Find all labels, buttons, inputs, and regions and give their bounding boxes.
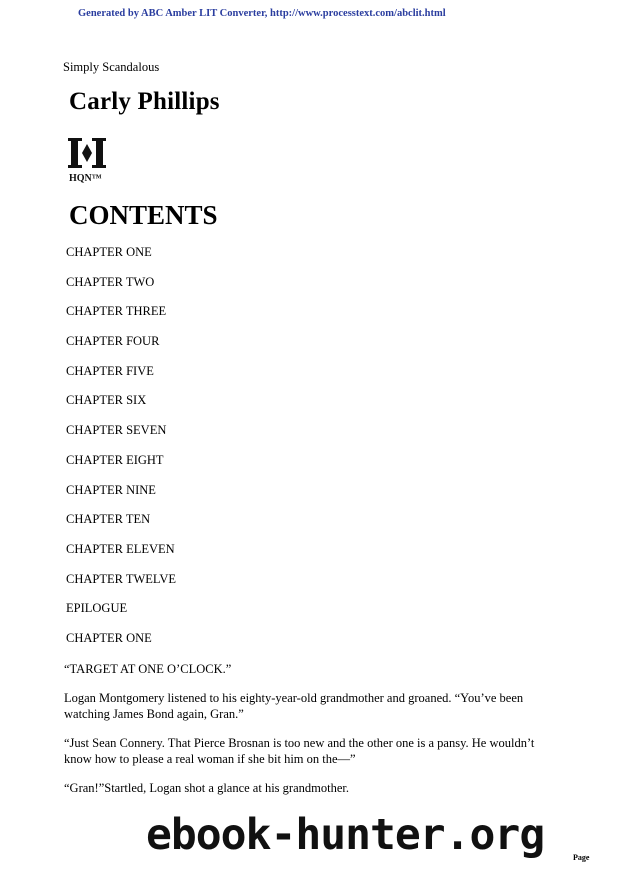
generator-link[interactable]: Generated by ABC Amber LIT Converter, http://www.processtext.com/abclit.html bbox=[78, 8, 446, 19]
toc-item[interactable]: CHAPTER NINE bbox=[66, 482, 156, 497]
hqn-logo-graphic bbox=[67, 138, 113, 184]
table-of-contents bbox=[66, 244, 176, 660]
author-name: Carly Phillips bbox=[69, 88, 220, 115]
toc-item[interactable]: CHAPTER SIX bbox=[66, 393, 147, 408]
logo-text: HQN™ bbox=[69, 173, 102, 184]
toc-item[interactable]: CHAPTER TWO bbox=[66, 274, 155, 289]
toc-item[interactable]: CHAPTER ONE bbox=[66, 245, 152, 259]
toc-item[interactable]: CHAPTER ELEVEN bbox=[66, 541, 175, 556]
toc-item[interactable]: CHAPTER TEN bbox=[66, 512, 151, 527]
body-paragraph: “Gran!”Startled, Logan shot a glance at his grandmother. bbox=[64, 780, 349, 795]
toc-item[interactable]: CHAPTER FOUR bbox=[66, 334, 160, 349]
contents-heading: CONTENTS bbox=[69, 200, 218, 230]
body-paragraph: “TARGET AT ONE O’CLOCK.” bbox=[64, 662, 232, 676]
body-paragraph: “Just Sean Connery. That Pierce Brosnan is too new and the other one is a pansy. He wouldn’t know how to please a real woman if she bit him on the—” bbox=[64, 735, 535, 766]
toc-item[interactable]: CHAPTER ONE bbox=[66, 630, 152, 645]
toc-item[interactable]: CHAPTER TWELVE bbox=[66, 571, 177, 586]
toc-item[interactable]: CHAPTER SEVEN bbox=[66, 423, 167, 438]
body-paragraph: Logan Montgomery listened to his eighty-year-old grandmother and groaned. “You’ve been watching James Bond again, Gran.” bbox=[64, 690, 524, 721]
chapter-body bbox=[63, 661, 563, 808]
toc-item[interactable]: CHAPTER THREE bbox=[66, 304, 167, 319]
watermark: ebook-hunter.org bbox=[146, 810, 545, 860]
hqn-logo-icon bbox=[67, 138, 113, 184]
toc-item[interactable]: CHAPTER EIGHT bbox=[66, 452, 164, 467]
toc-item[interactable]: EPILOGUE bbox=[66, 601, 128, 616]
toc-item[interactable]: CHAPTER FIVE bbox=[66, 363, 154, 378]
book-title: Simply Scandalous bbox=[63, 60, 160, 74]
page-number-label: Page bbox=[573, 853, 590, 862]
